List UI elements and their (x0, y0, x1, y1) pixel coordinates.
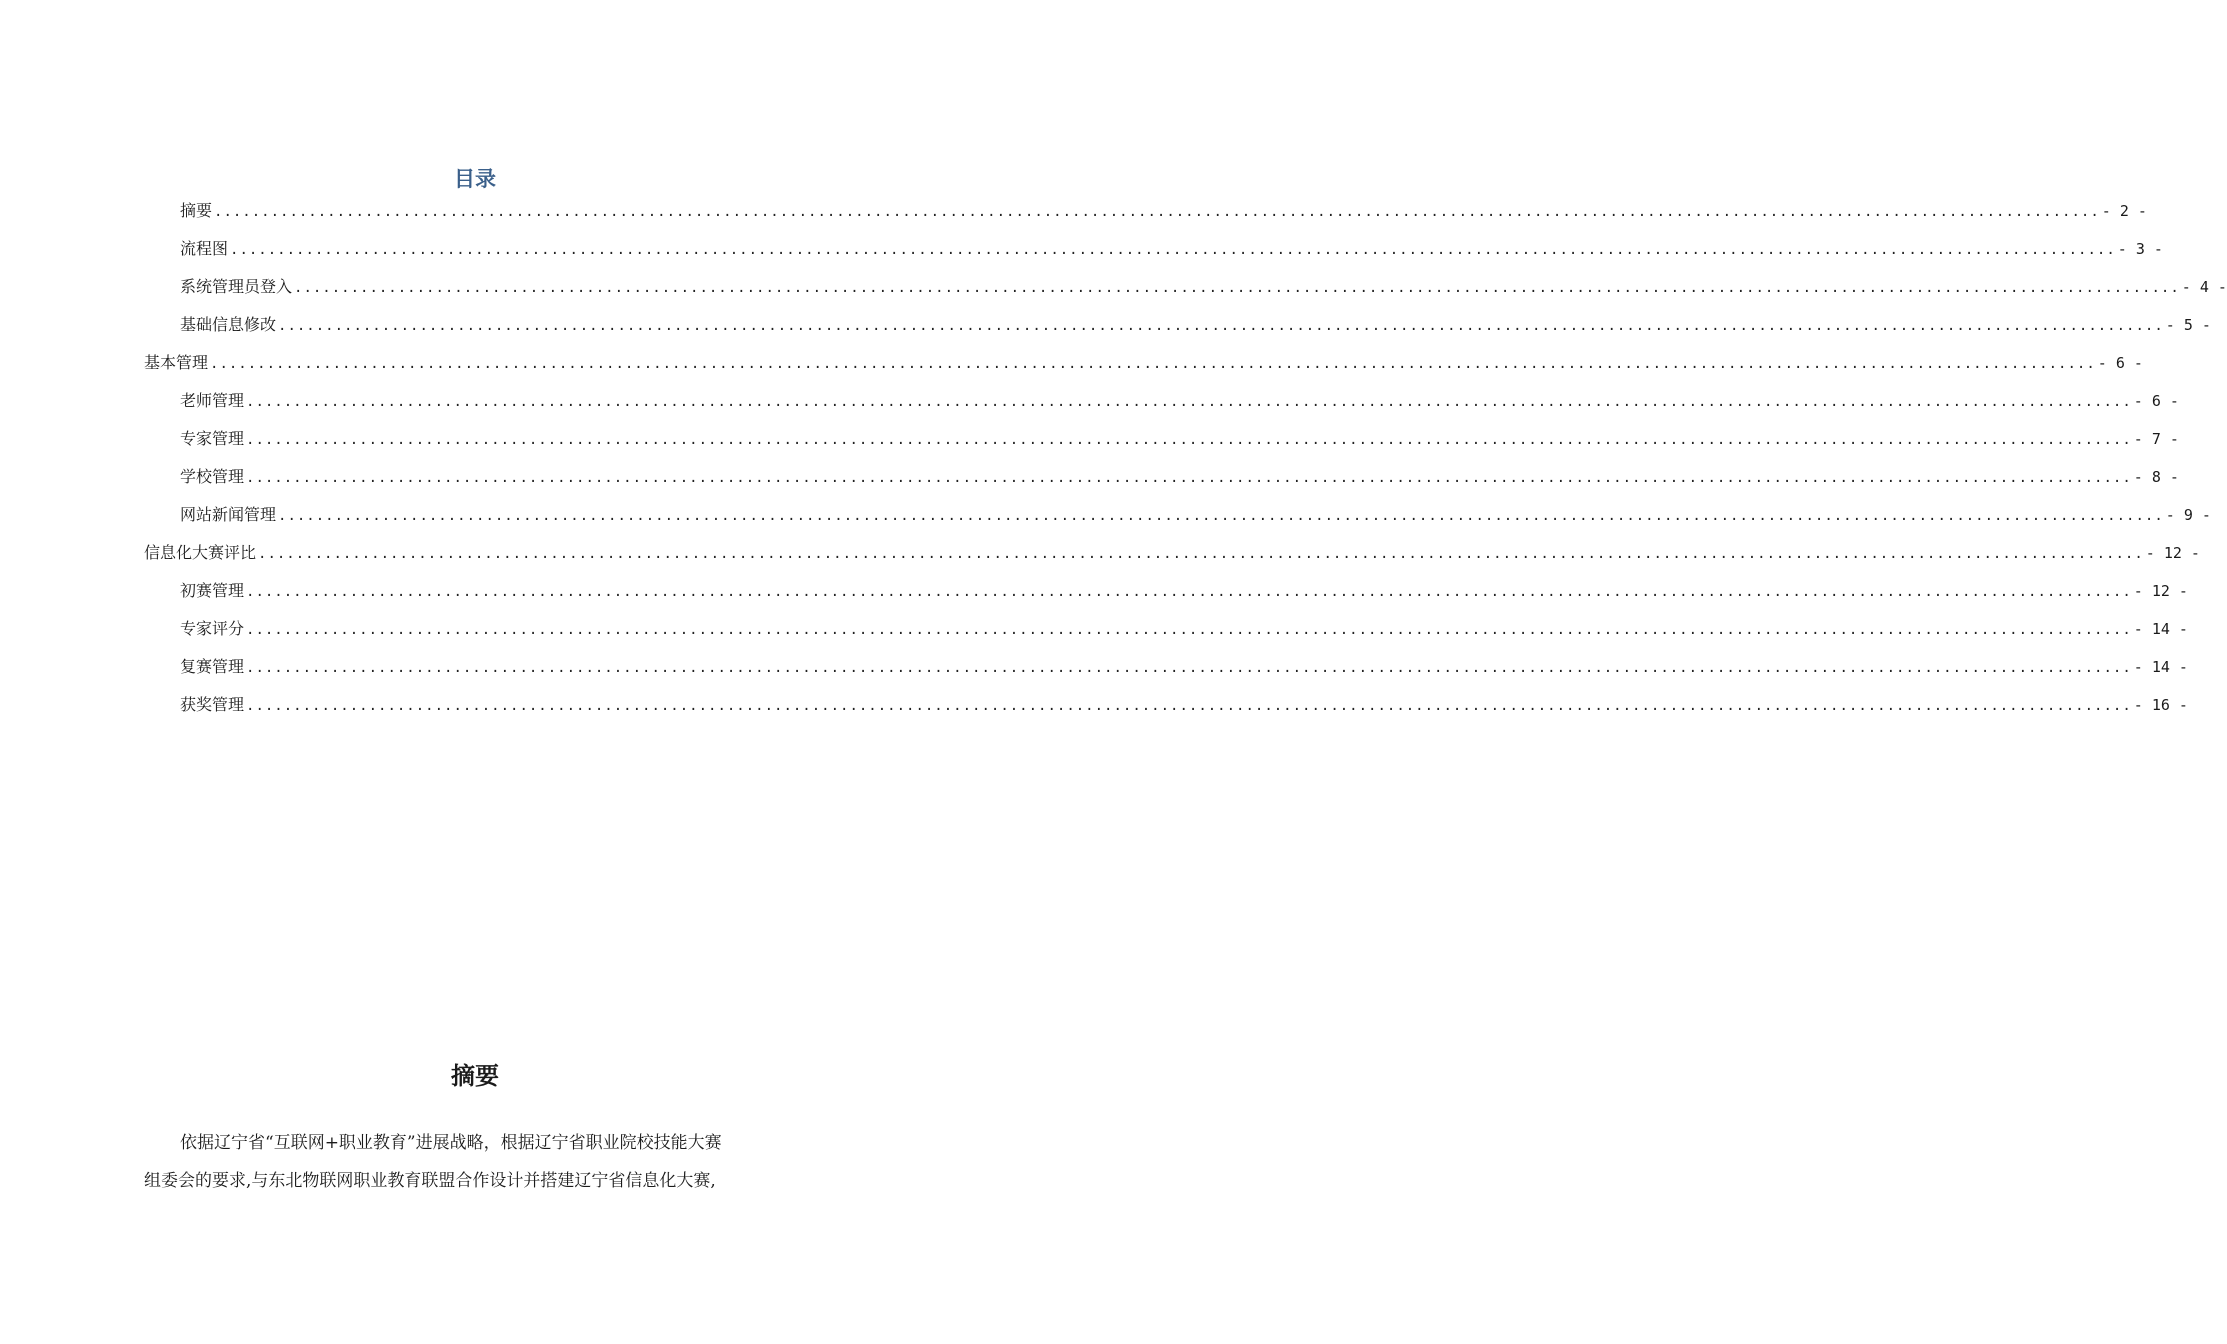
toc-entry-label: 复赛管理 (180, 657, 245, 676)
toc-entry-label: 基本管理 (144, 353, 209, 372)
toc-dot-leader: ........................................................................................................................................................................................................ (246, 698, 2132, 714)
toc-dot-leader: ........................................................................................................................................................................................................ (246, 432, 2132, 448)
toc-entry-label: 流程图 (180, 239, 229, 258)
toc-entry-label: 老师管理 (180, 391, 245, 410)
toc-dot-leader: ........................................................................................................................................................................................................ (214, 204, 2100, 220)
toc-dot-leader: ........................................................................................................................................................................................................ (278, 508, 2164, 524)
toc-entry-page: - 9 - (2165, 506, 2211, 524)
toc-entry[interactable] (180, 610, 2188, 648)
toc-entry[interactable] (180, 458, 2179, 496)
abstract-line: 依据辽宁省“互联网+职业教育”进展战略，根据辽宁省职业院校技能大赛 (180, 1133, 722, 1153)
toc-dot-leader: ........................................................................................................................................................................................................ (294, 280, 2180, 296)
toc-dot-leader: ........................................................................................................................................................................................................ (246, 394, 2132, 410)
toc-entry[interactable] (144, 534, 2200, 572)
toc-entry[interactable] (180, 382, 2179, 420)
toc-dot-leader: ........................................................................................................................................................................................................ (246, 584, 2132, 600)
toc-entry[interactable] (144, 344, 2143, 382)
toc-entry[interactable] (180, 686, 2188, 724)
toc-entry-page: - 7 - (2133, 430, 2179, 448)
toc-entry[interactable] (180, 230, 2163, 268)
toc-entry-page: - 12 - (2145, 544, 2200, 562)
toc-entry-page: - 12 - (2133, 582, 2188, 600)
toc-entry-label: 专家管理 (180, 429, 245, 448)
toc-entry-label: 专家评分 (180, 619, 245, 638)
toc-entry-label: 学校管理 (180, 467, 245, 486)
abstract-body (144, 1124, 808, 1200)
toc-entry-label: 信息化大赛评比 (144, 543, 257, 562)
toc-entry-label: 摘要 (180, 201, 213, 220)
toc-entry-page: - 14 - (2133, 620, 2188, 638)
toc-entry-label: 初赛管理 (180, 581, 245, 600)
toc-entry-label: 获奖管理 (180, 695, 245, 714)
toc-entry-page: - 2 - (2101, 202, 2147, 220)
toc-dot-leader: ........................................................................................................................................................................................................ (278, 318, 2164, 334)
toc-title: 目录 (454, 167, 496, 191)
toc-entry-page: - 6 - (2097, 354, 2143, 372)
abstract-line: 组委会的要求,与东北物联网职业教育联盟合作设计并搭建辽宁省信息化大赛, (144, 1171, 716, 1191)
toc-entry-label: 基础信息修改 (180, 315, 277, 334)
toc-entry[interactable] (180, 648, 2188, 686)
toc-dot-leader: ........................................................................................................................................................................................................ (258, 546, 2144, 562)
toc-dot-leader: ........................................................................................................................................................................................................ (210, 356, 2096, 372)
toc-entry[interactable] (180, 268, 2227, 306)
toc-dot-leader: ........................................................................................................................................................................................................ (246, 470, 2132, 486)
toc-dot-leader: ........................................................................................................................................................................................................ (230, 242, 2116, 258)
toc-entry[interactable] (180, 572, 2188, 610)
toc-entry-page: - 14 - (2133, 658, 2188, 676)
toc-entry-page: - 8 - (2133, 468, 2179, 486)
toc-entry-label: 网站新闻管理 (180, 505, 277, 524)
toc-entry-page: - 6 - (2133, 392, 2179, 410)
toc-dot-leader: ........................................................................................................................................................................................................ (246, 622, 2132, 638)
toc-entry-label: 系统管理员登入 (180, 277, 293, 296)
toc-entry-page: - 5 - (2165, 316, 2211, 334)
toc-entry-page: - 3 - (2117, 240, 2163, 258)
toc-dot-leader: ........................................................................................................................................................................................................ (246, 660, 2132, 676)
toc-entry[interactable] (180, 496, 2211, 534)
toc-entry-page: - 4 - (2181, 278, 2227, 296)
toc-entry[interactable] (180, 306, 2211, 344)
abstract-heading: 摘要 (451, 1062, 499, 1090)
toc-entry[interactable] (180, 420, 2179, 458)
toc-entry[interactable] (180, 192, 2147, 230)
toc-entry-page: - 16 - (2133, 696, 2188, 714)
